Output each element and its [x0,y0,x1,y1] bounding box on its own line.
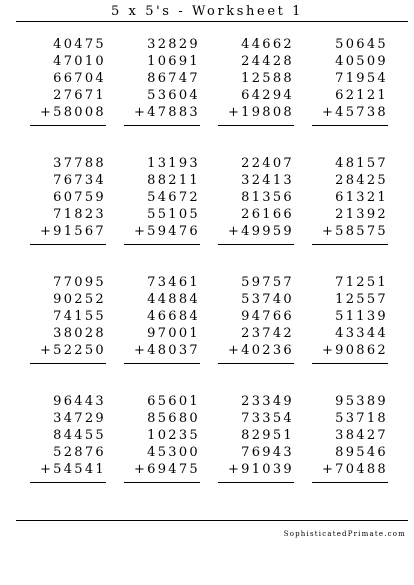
footer-divider [16,520,408,521]
addition-problem [316,36,388,126]
addend: 24428 [241,54,294,69]
last-addend: +52250 [39,343,106,358]
sum-line [30,363,106,364]
addend: 62121 [335,88,388,103]
last-addend: +58008 [39,105,106,120]
addend: 74155 [53,309,106,324]
last-addend: +58575 [321,224,388,239]
addition-problem [128,36,200,126]
last-addend: +70488 [321,462,388,477]
addend: 97001 [147,326,200,341]
addend: 43344 [335,326,388,341]
addition-problem [316,274,388,364]
addition-problem [34,274,106,364]
addend: 32829 [147,37,200,52]
addend: 94766 [241,309,294,324]
addend: 51139 [335,309,388,324]
addend: 38028 [53,326,106,341]
addend: 76734 [53,173,106,188]
addend: 60759 [53,190,106,205]
last-addend: +48037 [133,343,200,358]
last-addend: +69475 [133,462,200,477]
last-addend: +19808 [227,105,294,120]
addend: 34729 [53,411,106,426]
last-addend: +59476 [133,224,200,239]
addend: 64294 [241,88,294,103]
addend: 71954 [335,71,388,86]
addend: 44884 [147,292,200,307]
worksheet-title: 5 x 5's - Worksheet 1 [110,4,304,19]
sum-line [124,363,200,364]
addend: 12588 [241,71,294,86]
addition-problem [34,393,106,483]
last-addend: +91567 [39,224,106,239]
addend: 40509 [335,54,388,69]
addend: 66704 [53,71,106,86]
addend: 45300 [147,445,200,460]
addend: 13193 [147,156,200,171]
addend: 82951 [241,428,294,443]
addend: 59757 [241,275,294,290]
sum-line [30,482,106,483]
last-addend: +91039 [227,462,294,477]
addition-problem [128,155,200,245]
sum-line [312,363,388,364]
addend: 89546 [335,445,388,460]
addition-problem [128,393,200,483]
addend: 23742 [241,326,294,341]
addition-problem [222,36,294,126]
addend: 65601 [147,394,200,409]
sum-line [218,482,294,483]
addend: 53718 [335,411,388,426]
sum-line [312,244,388,245]
header-divider [16,21,408,22]
addition-problem [316,393,388,483]
sum-line [218,244,294,245]
sum-line [124,244,200,245]
addition-problem [128,274,200,364]
sum-line [218,363,294,364]
addend: 27671 [53,88,106,103]
last-addend: +45738 [321,105,388,120]
addend: 86747 [147,71,200,86]
addend: 95389 [335,394,388,409]
sum-line [124,125,200,126]
addend: 52876 [53,445,106,460]
addend: 90252 [53,292,106,307]
addition-problem [34,36,106,126]
sum-line [30,244,106,245]
addend: 53740 [241,292,294,307]
last-addend: +90862 [321,343,388,358]
sum-line [218,125,294,126]
addend: 46684 [147,309,200,324]
last-addend: +54541 [39,462,106,477]
addend: 73461 [147,275,200,290]
sum-line [30,125,106,126]
addend: 28425 [335,173,388,188]
addend: 32413 [241,173,294,188]
addend: 71823 [53,207,106,222]
addend: 47010 [53,54,106,69]
addend: 40475 [53,37,106,52]
addend: 73354 [241,411,294,426]
addend: 84455 [53,428,106,443]
addend: 10691 [147,54,200,69]
addend: 76943 [241,445,294,460]
last-addend: +47883 [133,105,200,120]
addition-problem [34,155,106,245]
addend: 37788 [53,156,106,171]
addend: 77095 [53,275,106,290]
last-addend: +49959 [227,224,294,239]
sum-line [124,482,200,483]
sum-line [312,482,388,483]
addend: 53604 [147,88,200,103]
addend: 48157 [335,156,388,171]
addend: 81356 [241,190,294,205]
addition-problem [222,155,294,245]
addend: 23349 [241,394,294,409]
addend: 10235 [147,428,200,443]
last-addend: +40236 [227,343,294,358]
addend: 96443 [53,394,106,409]
sum-line [312,125,388,126]
addend: 26166 [241,207,294,222]
addend: 50645 [335,37,388,52]
addend: 54672 [147,190,200,205]
addend: 44662 [241,37,294,52]
addend: 21392 [335,207,388,222]
addend: 38427 [335,428,388,443]
site-credit: SophisticatedPrimate.com [283,530,406,538]
addition-problem [222,274,294,364]
addend: 88211 [147,173,200,188]
addition-problem [316,155,388,245]
addend: 55105 [147,207,200,222]
addition-problem [222,393,294,483]
addend: 12557 [335,292,388,307]
addend: 85680 [147,411,200,426]
addend: 61321 [335,190,388,205]
addend: 22407 [241,156,294,171]
addend: 71251 [335,275,388,290]
